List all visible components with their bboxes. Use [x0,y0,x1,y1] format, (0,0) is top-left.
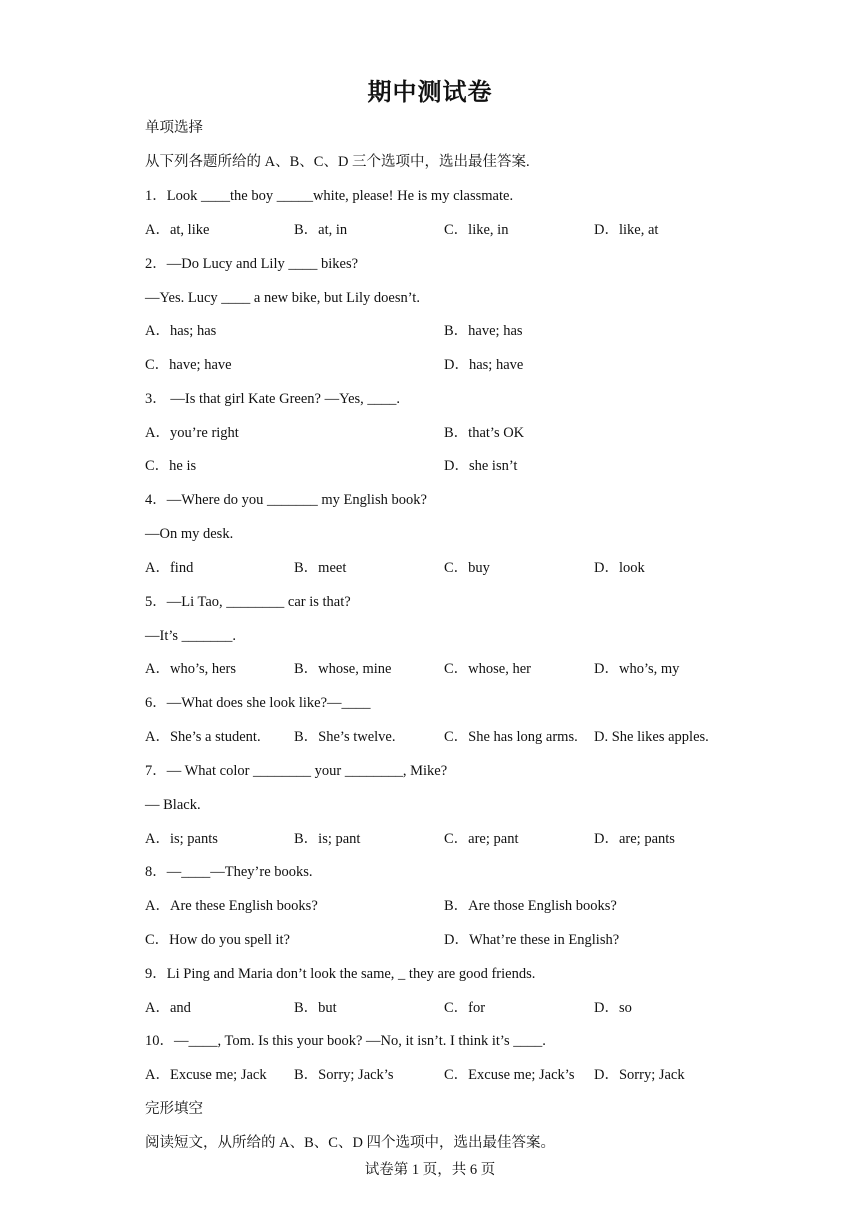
q4-option-b: B．meet [294,560,347,576]
question-2-text-line2: —Yes. Lucy ____ a new bike, but Lily doesn’t. [145,290,420,306]
section-heading-single-choice: 单项选择 [145,120,203,136]
q10-option-c: C．Excuse me; Jack’s [444,1067,575,1083]
question-3-text: 3． —Is that girl Kate Green? —Yes, ____. [145,391,401,407]
q6-option-d: D. She likes apples. [594,729,709,745]
q9-option-a: A．and [145,1000,191,1016]
instructions-cloze: 阅读短文，从所给的 A、B、C、D 四个选项中，选出最佳答案。 [145,1135,556,1151]
q9-option-d: D．so [594,1000,632,1016]
q9-option-b: B．but [294,1000,337,1016]
question-7-text-line2: — Black. [145,797,201,813]
q7-option-d: D．are; pants [594,831,675,847]
q7-option-b: B．is; pant [294,831,361,847]
q8-option-c: C．How do you spell it? [145,932,290,948]
q3-option-c: C．he is [145,458,197,474]
q5-option-d: D．who’s, my [594,661,680,677]
question-9-text: 9．Li Ping and Maria don’t look the same, _ they are good friends. [145,966,536,982]
q2-option-c: C．have; have [145,357,232,373]
q8-option-d: D．What’re these in English? [444,932,620,948]
q1-option-d: D．like, at [594,222,659,238]
q3-option-a: A．you’re right [145,425,239,441]
q10-option-b: B．Sorry; Jack’s [294,1067,394,1083]
q9-option-c: C．for [444,1000,486,1016]
q2-option-d: D．has; have [444,357,524,373]
q10-option-a: A．Excuse me; Jack [145,1067,267,1083]
question-5-text: 5．—Li Tao, ________ car is that? [145,594,351,610]
q5-option-b: B．whose, mine [294,661,392,677]
q7-option-c: C．are; pant [444,831,519,847]
q6-option-b: B．She’s twelve. [294,729,396,745]
question-1-text: 1．Look ____the boy _____white, please! He is my classmate. [145,188,514,204]
instructions-single-choice: 从下列各题所给的 A、B、C、D 三个选项中，选出最佳答案. [145,154,530,170]
question-10-text: 10．—____, Tom. Is this your book? —No, it isn’t. I think it’s ____. [145,1033,546,1049]
page-footer: 试卷第 1 页，共 6 页 [364,1162,496,1178]
q8-option-a: A．Are these English books? [145,898,318,914]
q4-option-d: D．look [594,560,645,576]
section-heading-cloze: 完形填空 [145,1101,203,1117]
question-7-text: 7．— What color ________ your ________, Mike? [145,763,448,779]
q1-option-b: B．at, in [294,222,348,238]
question-4-text-line2: —On my desk. [145,526,234,542]
q3-option-d: D．she isn’t [444,458,518,474]
question-4-text: 4．—Where do you _______ my English book? [145,492,427,508]
q7-option-a: A．is; pants [145,831,218,847]
q6-option-a: A．She’s a student. [145,729,261,745]
q8-option-b: B．Are those English books? [444,898,617,914]
question-2-text: 2．—Do Lucy and Lily ____ bikes? [145,256,359,272]
q5-option-c: C．whose, her [444,661,531,677]
page-title: 期中测试卷 [367,78,493,106]
q1-option-a: A．at, like [145,222,210,238]
question-5-text-line2: —It’s _______. [145,628,237,644]
question-8-text: 8．—____—They’re books. [145,864,313,880]
q3-option-b: B．that’s OK [444,425,525,441]
q4-option-a: A．find [145,560,194,576]
q5-option-a: A．who’s, hers [145,661,237,677]
question-6-text: 6．—What does she look like?—____ [145,695,371,711]
q6-option-c: C．She has long arms. [444,729,578,745]
q1-option-c: C．like, in [444,222,509,238]
q2-option-b: B．have; has [444,323,523,339]
q2-option-a: A．has; has [145,323,217,339]
q4-option-c: C．buy [444,560,490,576]
q10-option-d: D．Sorry; Jack [594,1067,685,1083]
